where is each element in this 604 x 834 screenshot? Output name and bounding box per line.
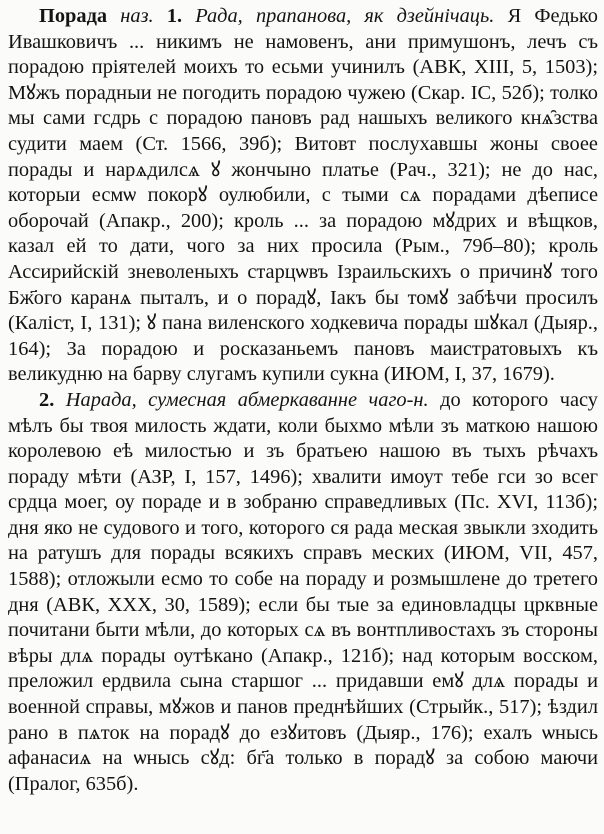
part-of-speech-label: наз. bbox=[120, 5, 154, 27]
sense-2-citations: до которого часу мѣлъ бы твоя милость ждати, коли быхмо мѣли зъ маткою нашою королевою еѣ милостью и зъ братьею нашою въ тыхъ рѣчахъ пораду мѣти (АЗР, I, 157, 1496); хвалити имоут тебе гси зо всег срдца моег, оу пораде и в зобраню справедливых (Пс. XVI, 113б); дня яко не судового и того, которого ся рада меская звыкли зходить на ратушъ для порады всякихъ справъ меских (ИЮМ, VII, 457, 1588); отложыли есмо то собе на пораду и розмышлене до третего дня (АВК, XXX, 30, 1589); если бы тые за единовладцы црквныe почитани быти мѣли, до которых сѧ въ вонтпливостахъ зъ стороны вѣры длѧ порады оутѣкано (Апакр., 121б); над которым восском, преложил ердвила сына старшог ... придавши емꙋ длѧ порады и военной справы, мꙋжов и панов преднѣйших (Стрыйк., 517); ѣздил рано в пѧток на порадꙋ до езꙋитовъ (Дыяр., 176); ехалъ ѡнысь афанасиѧ на ѡнысь сꙋд: бг҃а только в порадꙋ за собою маючи (Пралог, 635б). bbox=[8, 388, 598, 795]
sense-2-number: 2. bbox=[39, 388, 55, 411]
headword: Порада bbox=[39, 5, 108, 27]
sense-2-paragraph bbox=[8, 388, 598, 798]
sense-1-citations: Я Федько Ивашковичъ ... никимъ не намовенъ, ани примушонъ, лечъ съ порадою прiятелей моихъ то есьми учинилъ (АВК, XIII, 5, 1503); Мꙋжъ порадныи не погодить порадою чужею (Скар. IC, 52б); толко мы сами гсдрь с порадою пановъ рад нашыхъ великого кнѧ̑зства судити маем (Ст. 1566, 39б); Витовт послухавшы жоны своее порады и нарѧдилсѧ ꙋ жончыно платье (Рач., 321); не до нас, которыи есмѡ покорꙋ оулюбили, с тыми сѧ порадами дѣеписе оборочай (Апакр., 200); кроль ... за порадою мꙋдрих и вѣщков, казал ей то дати, чого за них просила (Рым., 79б–80); кроль Ассирийскiй зневоленыхъ старцѡвъ Iзраильскихъ о причинꙋ того Бж҃ого каранѧ пыталъ, и о порадꙋ, Iакъ бы томꙋ забѣчи просилъ (Калiст, I, 131); ꙋ пана виленского ходкевича порады шꙋкал (Дыяр., 164); За порадою и росказаньемъ пановъ маистратовыхъ къ великудню на барву слугамъ купили сукна (ИЮМ, I, 37, 1679). bbox=[8, 5, 598, 386]
sense-1-gloss: Рада, прапанова, як дзейнічаць. bbox=[195, 5, 495, 27]
sense-1-paragraph bbox=[8, 4, 598, 388]
sense-1-number: 1. bbox=[166, 5, 183, 27]
sense-2-gloss: Нарада, сумесная абмеркаванне чаго-н. bbox=[65, 388, 429, 411]
